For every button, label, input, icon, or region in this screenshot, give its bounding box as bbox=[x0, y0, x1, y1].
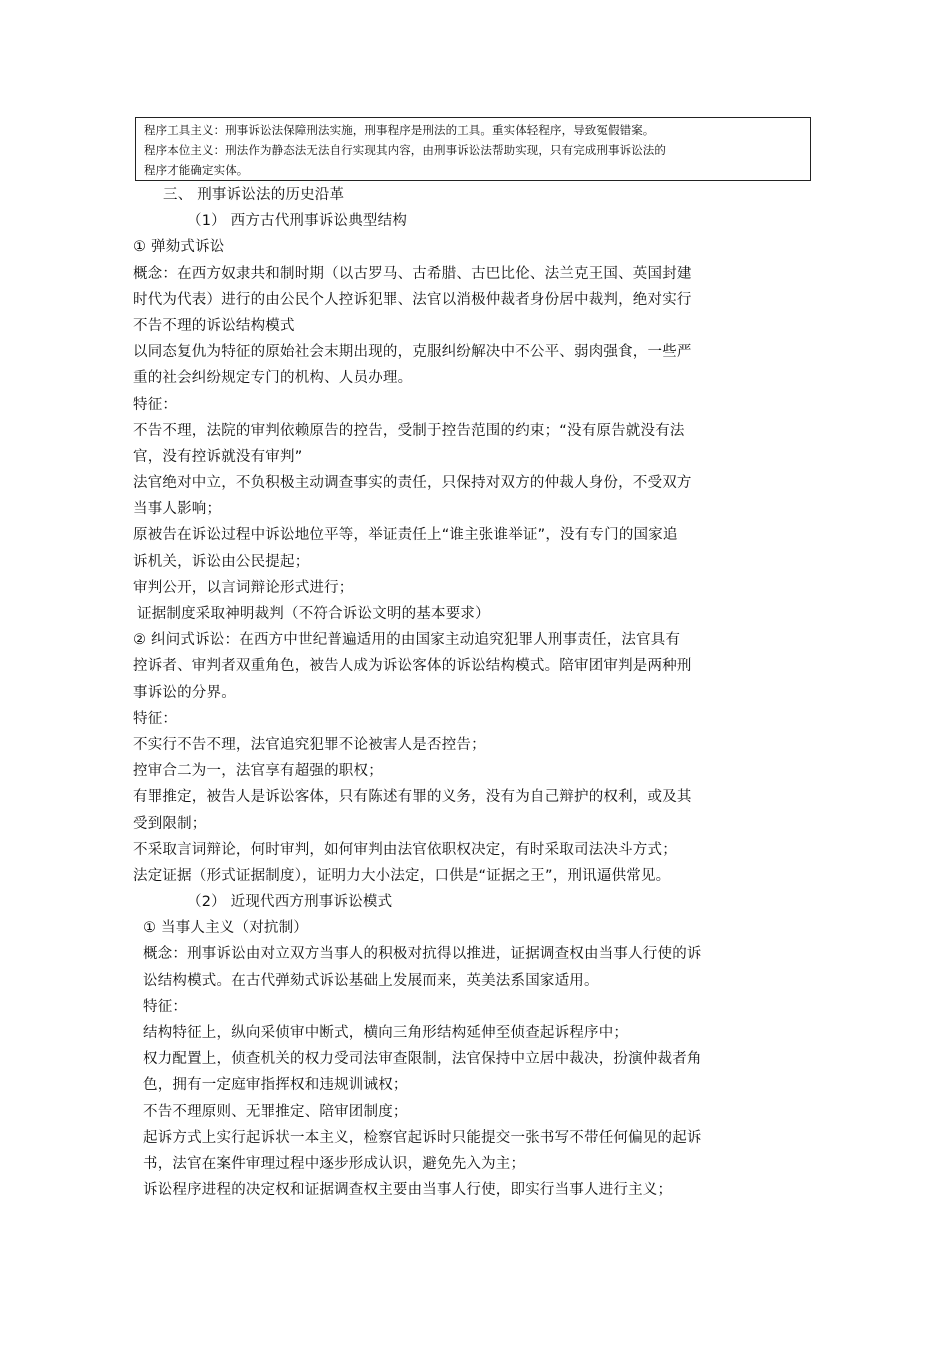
paragraph-line: 控诉者、审判者双重角色，被告人成为诉讼客体的诉讼结构模式。陪审团审判是两种刑 bbox=[133, 658, 692, 675]
paragraph-line: 概念：在西方奴隶共和制时期（以古罗马、古希腊、古巴比伦、法兰克王国、英国封建 bbox=[133, 265, 692, 282]
label-line: 特征： bbox=[133, 396, 178, 413]
paragraph-line: 结构特征上，纵向采侦审中断式，横向三角形结构延伸至侦查起诉程序中； bbox=[143, 1025, 629, 1041]
paragraph-line: 重的社会纠纷规定专门的机构、人员办理。 bbox=[133, 370, 413, 387]
box-line: 程序才能确定实体。 bbox=[144, 163, 249, 177]
paragraph-line: 权力配置上，侦查机关的权力受司法审查限制，法官保持中立居中裁决，扮演仲裁者角 bbox=[143, 1051, 702, 1068]
paragraph-line: 受到限制； bbox=[133, 815, 207, 832]
paragraph-line: 不实行不告不理，法官追究犯罪不论被害人是否控告； bbox=[133, 736, 486, 753]
paragraph-line: 有罪推定，被告人是诉讼客体，只有陈述有罪的义务，没有为自己辩护的权利，或及其 bbox=[133, 789, 692, 806]
paragraph-line: 诉讼程序进程的决定权和证据调查权主要由当事人行使，即实行当事人进行主义； bbox=[143, 1182, 673, 1199]
paragraph-line: 不采取言词辩论，何时审判，如何审判由法官依职权决定，有时采取司法决斗方式； bbox=[133, 841, 677, 858]
section-heading: 三、 刑事诉讼法的历史沿革 bbox=[163, 187, 345, 203]
paragraph-line: 官，没有控诉就没有审判” bbox=[133, 448, 303, 465]
paragraph-line: 当事人影响； bbox=[133, 501, 222, 518]
paragraph-line: 证据制度采取神明裁判（不符合诉讼文明的基本要求） bbox=[137, 606, 490, 622]
paragraph-line: 时代为代表）进行的由公民个人控诉犯罪、法官以消极仲裁者身份居中裁判，绝对实行 bbox=[133, 291, 692, 308]
paragraph-line: 讼结构模式。在古代弹劾式诉讼基础上发展而来，英美法系国家适用。 bbox=[143, 972, 599, 989]
subsection-heading: （1） 西方古代刑事诉讼典型结构 bbox=[187, 213, 408, 230]
paragraph-line: 书，法官在案件审理过程中逐步形成认识，避免先入为主； bbox=[143, 1155, 526, 1172]
paragraph-line: 概念：刑事诉讼由对立双方当事人的积极对抗得以推进，证据调查权由当事人行使的诉 bbox=[143, 946, 702, 963]
label-line: 特征： bbox=[143, 998, 188, 1015]
body-text bbox=[133, 182, 773, 1203]
item-heading: ① 当事人主义（对抗制） bbox=[143, 920, 309, 937]
paragraph-line: 法官绝对中立，不负积极主动调查事实的责任，只保持对双方的仲裁人身份，不受双方 bbox=[133, 475, 692, 492]
paragraph-line: 不告不理，法院的审判依赖原告的控告，受制于控告范围的约束；“没有原告就没有法 bbox=[133, 422, 685, 439]
paragraph-line: 控审合二为一，法官享有超强的职权； bbox=[133, 763, 383, 780]
box-line: 程序工具主义：刑事诉讼法保障刑法实施，刑事程序是刑法的工具。重实体轻程序，导致冤假错案。 bbox=[144, 123, 655, 137]
paragraph-line: 色，拥有一定庭审指挥权和违规训诫权； bbox=[143, 1077, 408, 1094]
label-line: 特征： bbox=[133, 710, 178, 727]
boxed-note bbox=[135, 117, 811, 181]
paragraph-line: 法定证据（形式证据制度），证明力大小法定，口供是“证据之王”，刑讯逼供常见。 bbox=[133, 867, 671, 884]
paragraph-line: 审判公开，以言词辩论形式进行； bbox=[133, 579, 354, 596]
item-heading: ② 纠问式诉讼：在西方中世纪普遍适用的由国家主动追究犯罪人刑事责任，法官具有 bbox=[133, 632, 681, 649]
box-line: 程序本位主义：刑法作为静态法无法自行实现其内容，由刑事诉讼法帮助实现，只有完成刑事诉讼法的 bbox=[144, 143, 666, 157]
paragraph-line: 原被告在诉讼过程中诉讼地位平等，举证责任上“谁主张谁举证”，没有专门的国家追 bbox=[133, 527, 678, 544]
paragraph-line: 以同态复仇为特征的原始社会末期出现的，克服纠纷解决中不公平、弱肉强食，一些严 bbox=[133, 344, 692, 361]
paragraph-line: 事诉讼的分界。 bbox=[133, 684, 236, 701]
paragraph-line: 不告不理原则、无罪推定、陪审团制度； bbox=[143, 1103, 408, 1120]
subsection-heading: （2） 近现代西方刑事诉讼模式 bbox=[187, 894, 393, 911]
item-heading: ① 弹劾式诉讼 bbox=[133, 239, 225, 256]
paragraph-line: 诉机关，诉讼由公民提起； bbox=[133, 553, 310, 570]
paragraph-line: 不告不理的诉讼结构模式 bbox=[133, 317, 295, 334]
paragraph-line: 起诉方式上实行起诉状一本主义，检察官起诉时只能提交一张书写不带任何偏见的起诉 bbox=[143, 1129, 702, 1146]
